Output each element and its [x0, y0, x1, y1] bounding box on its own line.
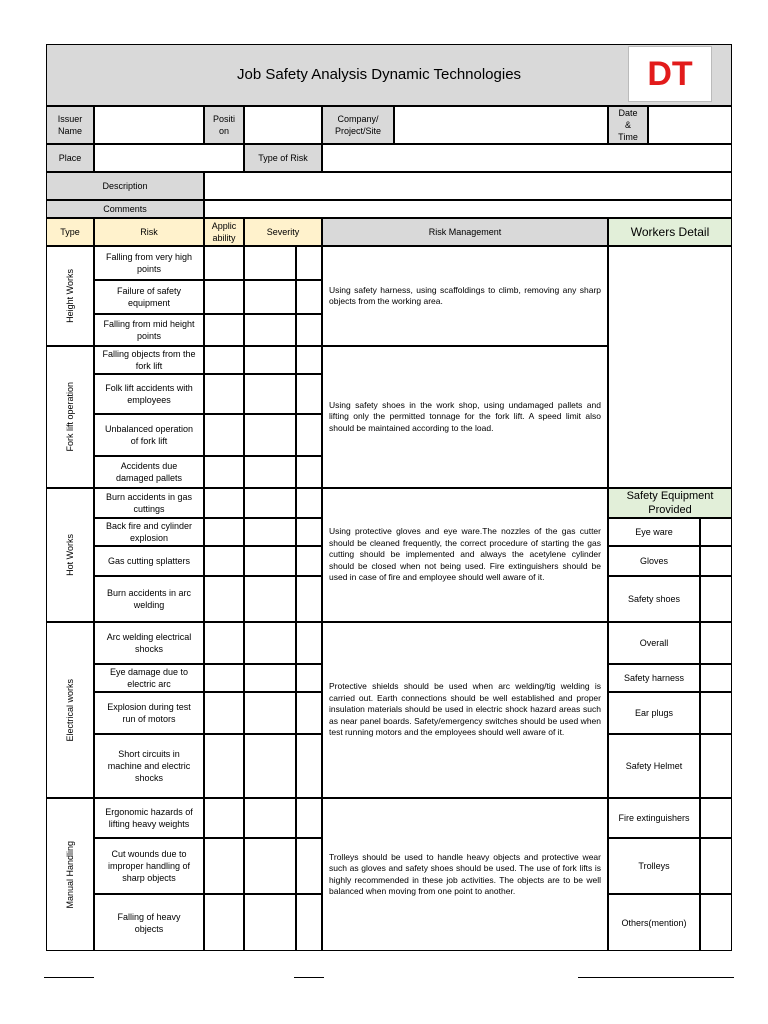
applicability-field[interactable] [204, 692, 244, 734]
severity-field[interactable] [244, 838, 296, 894]
equipment-check[interactable] [700, 518, 732, 546]
severity-field[interactable] [244, 692, 296, 734]
risk-cell: Eye damage due to electric arc [94, 664, 204, 692]
risk-management-text: Trolleys should be used to handle heavy objects and protective wear such as gloves and safety shoes should be used. The use of fork lifts is highly recommended in these job activities. The objects are to be well balanced when moving from one point to another. [322, 798, 608, 951]
signature-line [578, 977, 734, 978]
place-field[interactable] [94, 144, 244, 172]
col-severity: Severity [244, 218, 322, 246]
risk-management-text: Protective shields should be used when arc welding/tig welding is carried out. Earth connections should be well established and proper insulation materials should be used in electric shock hazard areas such as near panel boards. Safety/emergency switches should be used when test running motors and the employees should well aware of it. [322, 622, 608, 798]
risk-management-text: Using safety harness, using scaffoldings to climb, removing any sharp objects from the working area. [322, 246, 608, 346]
severity-field[interactable] [244, 488, 296, 518]
severity-field[interactable] [244, 374, 296, 414]
severity-field[interactable] [244, 280, 296, 314]
risk-cell: Cut wounds due to improper handling of sharp objects [94, 838, 204, 894]
col-risk: Risk [94, 218, 204, 246]
risk-management-text: Using protective gloves and eye ware.The nozzles of the gas cutter should be cleaned frequently, the correct procedure of starting the gas cutting should be implemented and always the acetylene cylinder should be closed when not being used. Fire extinguishers should be used in case of fire and employee should well aware of it. [322, 488, 608, 622]
dt-logo-icon: DT [647, 54, 693, 93]
risk-cell: Short circuits in machine and electric shocks [94, 734, 204, 798]
risk-cell: Failure of safety equipment [94, 280, 204, 314]
type-cell [46, 798, 94, 951]
risk-cell: Burn accidents in arc welding [94, 576, 204, 622]
severity-field[interactable] [296, 692, 322, 734]
equipment-label: Eye ware [608, 518, 700, 546]
severity-field[interactable] [244, 734, 296, 798]
severity-field[interactable] [244, 576, 296, 622]
severity-field[interactable] [296, 798, 322, 838]
type-cell [46, 346, 94, 488]
severity-field[interactable] [244, 894, 296, 951]
equipment-check[interactable] [700, 798, 732, 838]
severity-field[interactable] [244, 518, 296, 546]
type-cell [46, 622, 94, 798]
severity-field[interactable] [296, 734, 322, 798]
severity-field[interactable] [296, 838, 322, 894]
severity-field[interactable] [296, 414, 322, 456]
severity-field[interactable] [244, 664, 296, 692]
risk-cell: Burn accidents in gas cuttings [94, 488, 204, 518]
risk-cell: Folk lift accidents with employees [94, 374, 204, 414]
applicability-field[interactable] [204, 414, 244, 456]
risk-cell: Ergonomic hazards of lifting heavy weights [94, 798, 204, 838]
applicability-field[interactable] [204, 576, 244, 622]
date-time-field[interactable] [648, 106, 732, 144]
severity-field[interactable] [296, 518, 322, 546]
equipment-label: Safety shoes [608, 576, 700, 622]
equipment-check[interactable] [700, 664, 732, 692]
applicability-field[interactable] [204, 798, 244, 838]
equipment-label: Safety harness [608, 664, 700, 692]
signature-line [294, 977, 324, 978]
severity-field[interactable] [244, 798, 296, 838]
applicability-field[interactable] [204, 664, 244, 692]
severity-field[interactable] [296, 622, 322, 664]
applicability-field[interactable] [204, 346, 244, 374]
severity-field[interactable] [296, 280, 322, 314]
signature-line [44, 977, 94, 978]
equipment-check[interactable] [700, 576, 732, 622]
issuer-name-field[interactable] [94, 106, 204, 144]
applicability-field[interactable] [204, 622, 244, 664]
applicability-field[interactable] [204, 734, 244, 798]
equipment-check[interactable] [700, 838, 732, 894]
applicability-field[interactable] [204, 280, 244, 314]
equipment-label: Trolleys [608, 838, 700, 894]
severity-field[interactable] [244, 546, 296, 576]
equipment-check[interactable] [700, 734, 732, 798]
issuer-name-label: Issuer Name [46, 106, 94, 144]
severity-field[interactable] [244, 622, 296, 664]
col-workers-detail: Workers Detail [608, 218, 732, 246]
applicability-field[interactable] [204, 546, 244, 576]
description-field[interactable] [204, 172, 732, 200]
risk-cell: Falling of heavy objects [94, 894, 204, 951]
col-applicability: Applic ability [204, 218, 244, 246]
risk-cell: Falling from mid height points [94, 314, 204, 346]
type-cell [46, 488, 94, 622]
applicability-field[interactable] [204, 456, 244, 488]
severity-field[interactable] [244, 314, 296, 346]
risk-cell: Explosion during test run of motors [94, 692, 204, 734]
severity-field[interactable] [244, 414, 296, 456]
equipment-label: Overall [608, 622, 700, 664]
position-field[interactable] [244, 106, 322, 144]
risk-cell: Accidents due damaged pallets [94, 456, 204, 488]
equipment-label: Safety Helmet [608, 734, 700, 798]
applicability-field[interactable] [204, 894, 244, 951]
company-field[interactable] [394, 106, 608, 144]
risk-management-text: Using safety shoes in the work shop, using undamaged pallets and lifting only the permitted tonnage for the fork lift. A speed limit also should be maintained according to the load. [322, 346, 608, 488]
severity-field[interactable] [296, 314, 322, 346]
severity-field[interactable] [244, 346, 296, 374]
section-type-label: Manual Handling [65, 840, 75, 909]
equipment-label: Ear plugs [608, 692, 700, 734]
risk-cell: Arc welding electrical shocks [94, 622, 204, 664]
severity-field[interactable] [296, 546, 322, 576]
risk-cell: Gas cutting splatters [94, 546, 204, 576]
risk-cell: Back fire and cylinder explosion [94, 518, 204, 546]
equipment-label: Gloves [608, 546, 700, 576]
risk-cell: Unbalanced operation of fork lift [94, 414, 204, 456]
severity-field[interactable] [296, 346, 322, 374]
severity-field[interactable] [244, 456, 296, 488]
workers-detail-field[interactable] [608, 246, 732, 488]
comments-label: Comments [46, 200, 204, 218]
place-label: Place [46, 144, 94, 172]
section-type-label: Height Works [65, 269, 75, 323]
applicability-field[interactable] [204, 488, 244, 518]
risk-cell: Falling from very high points [94, 246, 204, 280]
applicability-field[interactable] [204, 314, 244, 346]
equipment-check[interactable] [700, 622, 732, 664]
applicability-field[interactable] [204, 246, 244, 280]
severity-field[interactable] [296, 246, 322, 280]
section-type-label: Fork lift operation [65, 382, 75, 452]
risk-cell: Falling objects from the fork lift [94, 346, 204, 374]
col-risk-management: Risk Management [322, 218, 608, 246]
severity-field[interactable] [296, 576, 322, 622]
type-cell [46, 246, 94, 346]
applicability-field[interactable] [204, 374, 244, 414]
severity-field[interactable] [296, 664, 322, 692]
severity-field[interactable] [296, 456, 322, 488]
section-type-label: Electrical works [65, 678, 75, 742]
description-label: Description [46, 172, 204, 200]
severity-field[interactable] [296, 894, 322, 951]
type-of-risk-label: Type of Risk [244, 144, 322, 172]
equipment-label: Others(mention) [608, 894, 700, 951]
equipment-check[interactable] [700, 894, 732, 951]
severity-field[interactable] [296, 488, 322, 518]
col-type: Type [46, 218, 94, 246]
severity-field[interactable] [296, 374, 322, 414]
company-label: Company/ Project/Site [322, 106, 394, 144]
form-title: Job Safety Analysis Dynamic Technologies [46, 44, 732, 106]
section-type-label: Hot Works [65, 534, 75, 576]
equipment-check[interactable] [700, 692, 732, 734]
comments-field[interactable] [204, 200, 732, 218]
equipment-check[interactable] [700, 546, 732, 576]
equipment-label: Fire extinguishers [608, 798, 700, 838]
type-of-risk-field[interactable] [322, 144, 732, 172]
applicability-field[interactable] [204, 518, 244, 546]
position-label: Positi on [204, 106, 244, 144]
safety-equipment-title: Safety Equipment Provided [608, 488, 732, 518]
date-time-label: Date & Time [608, 106, 648, 144]
applicability-field[interactable] [204, 838, 244, 894]
severity-field[interactable] [244, 246, 296, 280]
